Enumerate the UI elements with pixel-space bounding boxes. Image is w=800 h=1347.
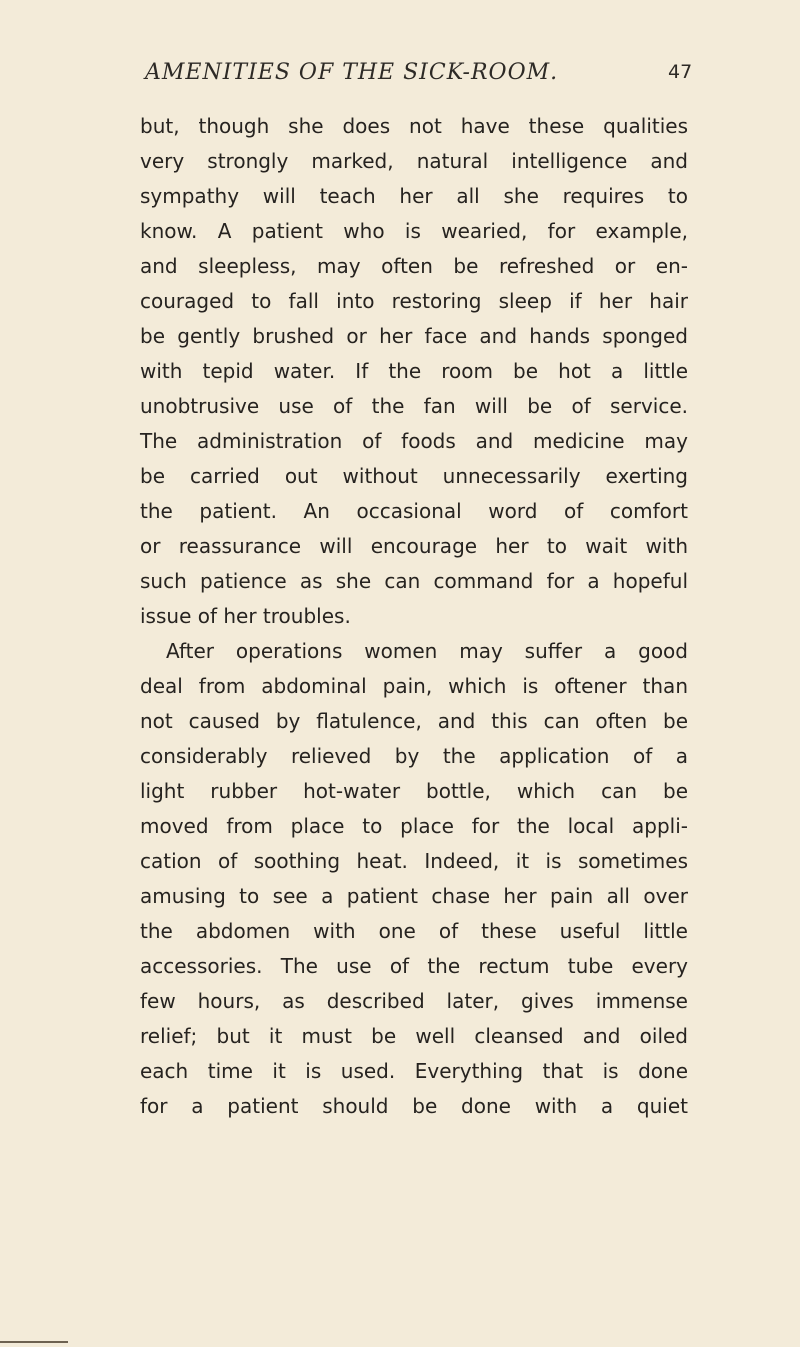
text-line: light rubber hot-water bottle, which can be bbox=[140, 779, 688, 803]
text-line: very strongly marked, natural intelligence and bbox=[140, 149, 688, 173]
text-line: not caused by flatulence, and this can often be bbox=[140, 709, 688, 733]
text-line: with tepid water. If the room be hot a little bbox=[140, 359, 688, 383]
text-line: be gently brushed or her face and hands sponged bbox=[140, 324, 688, 348]
text-line: accessories. The use of the rectum tube every bbox=[140, 954, 688, 978]
page-number: 47 bbox=[668, 61, 693, 83]
text-line: such patience as she can command for a hopeful bbox=[140, 569, 688, 593]
text-line: After operations women may suffer a good bbox=[166, 639, 688, 663]
body-text bbox=[140, 109, 688, 1124]
text-line: the abdomen with one of these useful little bbox=[140, 919, 688, 943]
text-line: unobtrusive use of the fan will be of service. bbox=[140, 394, 688, 418]
text-line: cation of soothing heat. Indeed, it is sometimes bbox=[140, 849, 688, 873]
text-line: and sleepless, may often be refreshed or en- bbox=[140, 254, 688, 278]
text-line: for a patient should be done with a quiet bbox=[140, 1094, 688, 1118]
text-line: amusing to see a patient chase her pain all over bbox=[140, 884, 688, 908]
text-line: know. A patient who is wearied, for example, bbox=[140, 219, 688, 243]
text-line: moved from place to place for the local appli- bbox=[140, 814, 688, 838]
text-line: considerably relieved by the application of a bbox=[140, 744, 688, 768]
running-head: AMENITIES OF THE SICK-ROOM. bbox=[145, 60, 559, 85]
text-line: but, though she does not have these qualities bbox=[140, 114, 688, 138]
bottom-rule bbox=[0, 1341, 68, 1343]
text-line: the patient. An occasional word of comfort bbox=[140, 499, 688, 523]
text-line: deal from abdominal pain, which is oftener than bbox=[140, 674, 688, 698]
text-line: relief; but it must be well cleansed and oiled bbox=[140, 1024, 688, 1048]
text-line: couraged to fall into restoring sleep if her hair bbox=[140, 289, 688, 313]
text-line: The administration of foods and medicine may bbox=[140, 429, 688, 453]
text-line: or reassurance will encourage her to wait with bbox=[140, 534, 688, 558]
text-line: each time it is used. Everything that is done bbox=[140, 1059, 688, 1083]
text-line: few hours, as described later, gives immense bbox=[140, 989, 688, 1013]
text-line: be carried out without unnecessarily exerting bbox=[140, 464, 688, 488]
text-line: sympathy will teach her all she requires to bbox=[140, 184, 688, 208]
text-line: issue of her troubles. bbox=[140, 604, 351, 628]
